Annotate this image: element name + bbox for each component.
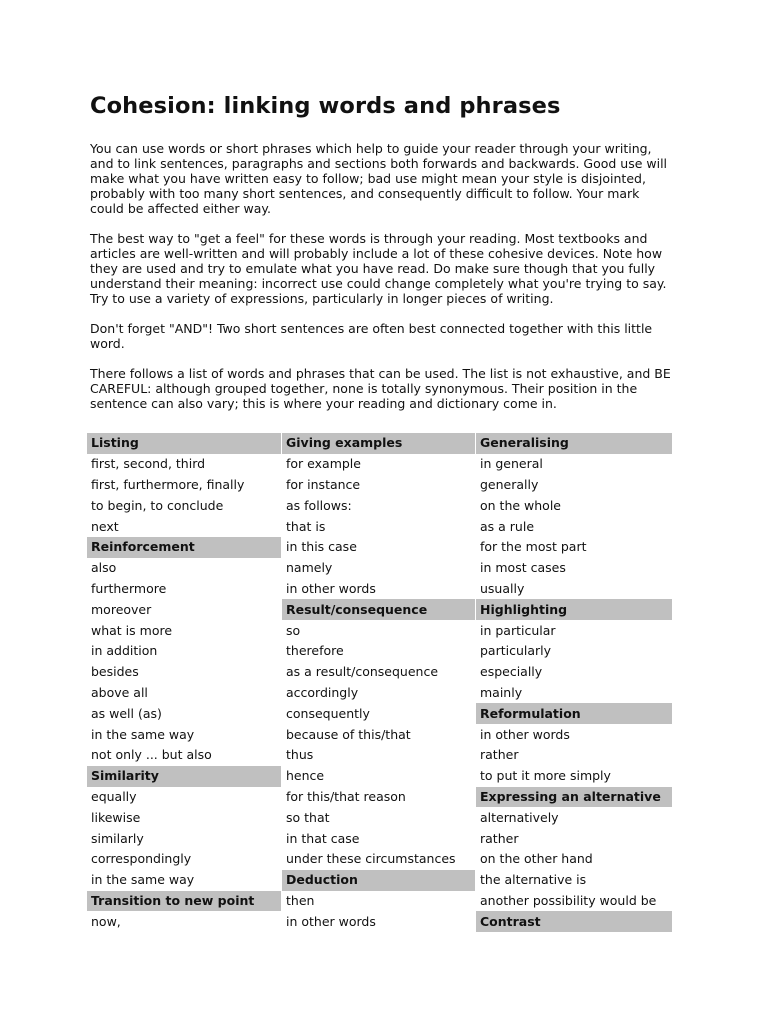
- phrase-cell: in this case: [281, 537, 475, 558]
- phrase-cell: for the most part: [475, 537, 672, 558]
- category-heading-cell: Giving examples: [281, 433, 475, 454]
- phrase-cell: as follows:: [281, 495, 475, 516]
- phrase-cell: accordingly: [281, 683, 475, 704]
- phrase-cell: so: [281, 620, 475, 641]
- table-row: [87, 662, 672, 683]
- phrase-cell: in other words: [475, 724, 672, 745]
- and-reminder-paragraph: Don't forget "AND"! Two short sentences are often best connected together with this little word.: [90, 321, 653, 351]
- phrase-cell: usually: [475, 579, 672, 600]
- phrase-cell: as a rule: [475, 516, 672, 537]
- table-row: [87, 911, 672, 932]
- phrase-cell: to begin, to conclude: [91, 497, 224, 513]
- table-row: [87, 620, 672, 641]
- phrase-cell: first, furthermore, finally: [91, 476, 245, 492]
- phrase-cell: mainly: [475, 683, 672, 704]
- phrase-cell: under these circumstances: [281, 849, 475, 870]
- phrase-cell: likewise: [91, 809, 141, 825]
- phrase-cell: consequently: [281, 703, 475, 724]
- table-row: [87, 454, 672, 475]
- intro-paragraph: You can use words or short phrases which help to guide your reader through your writing, and to link sentences, paragraphs and sections both forwards and backwards. Good use will make what you have written easy to follow; bad use might mean your style is disjointed, probably with too many short sentences, and consequently difficult to follow. Your mark could be affected either way.: [90, 141, 668, 216]
- phrase-cell: for this/that reason: [281, 787, 475, 808]
- category-heading-cell: Highlighting: [475, 599, 672, 620]
- category-heading-cell: Similarity: [87, 766, 281, 787]
- phrase-cell: that is: [281, 516, 475, 537]
- category-heading-cell: Contrast: [475, 911, 672, 932]
- table-row: [87, 807, 672, 828]
- list-intro-paragraph: There follows a list of words and phrases that can be used. The list is not exhaustive, and BE CAREFUL: although grouped together, none is totally synonymous. Their position in the sentence can also vary; this is where your reading and dictionary come in.: [90, 366, 671, 411]
- phrase-cell: what is more: [91, 622, 173, 638]
- table-row: [87, 558, 672, 579]
- phrase-cell: not only ... but also: [91, 747, 212, 763]
- table-row: [87, 745, 672, 766]
- phrase-cell: then: [281, 891, 475, 912]
- phrase-cell: first, second, third: [91, 456, 206, 472]
- table-row: [87, 849, 672, 870]
- table-row: [87, 766, 672, 787]
- phrase-cell: the alternative is: [475, 870, 672, 891]
- phrase-cell: now,: [91, 913, 121, 929]
- phrase-cell: in other words: [281, 579, 475, 600]
- category-heading-cell: Deduction: [281, 870, 475, 891]
- table-row: [87, 495, 672, 516]
- table-row: [87, 579, 672, 600]
- category-heading-cell: Result/consequence: [281, 599, 475, 620]
- phrase-cell: moreover: [91, 601, 152, 617]
- table-row: [87, 683, 672, 704]
- category-heading-cell: Listing: [87, 433, 281, 454]
- page-title: Cohesion: linking words and phrases: [90, 93, 561, 119]
- phrase-cell: therefore: [281, 641, 475, 662]
- phrase-cell: alternatively: [475, 807, 672, 828]
- phrase-cell: above all: [91, 684, 148, 700]
- phrase-cell: next: [91, 518, 119, 534]
- category-heading-cell: Generalising: [475, 433, 672, 454]
- table-row: [87, 475, 672, 496]
- phrase-cell: in addition: [91, 643, 158, 659]
- document-page: [90, 92, 680, 932]
- phrase-cell: particularly: [475, 641, 672, 662]
- phrase-cell: furthermore: [91, 580, 167, 596]
- linking-words-table: [87, 433, 672, 932]
- table-row: [87, 537, 672, 558]
- table-row: [87, 641, 672, 662]
- category-heading-cell: Reformulation: [475, 703, 672, 724]
- phrase-cell: also: [91, 560, 117, 576]
- category-heading-cell: Transition to new point: [87, 891, 281, 912]
- phrase-cell: in other words: [281, 911, 475, 932]
- reading-advice-paragraph: The best way to "get a feel" for these words is through your reading. Most textbooks and articles are well-written and will probably include a lot of these cohesive devices. Note how they are used and try to emulate what you have read. Do make sure though that you fully understand their meaning: incorrect use could change completely what you're trying to say. Try to use a variety of expressions, particularly in longer pieces of writing.: [90, 231, 667, 306]
- table-row: [87, 703, 672, 724]
- table-row: [87, 599, 672, 620]
- phrase-cell: to put it more simply: [475, 766, 672, 787]
- phrase-cell: in most cases: [475, 558, 672, 579]
- phrase-cell: hence: [281, 766, 475, 787]
- table-row: [87, 828, 672, 849]
- phrase-cell: in the same way: [91, 726, 195, 742]
- table-row: [87, 724, 672, 745]
- phrase-cell: as well (as): [91, 705, 162, 721]
- phrase-cell: rather: [475, 828, 672, 849]
- phrase-cell: similarly: [91, 830, 144, 846]
- table-row: [87, 516, 672, 537]
- phrase-cell: because of this/that: [281, 724, 475, 745]
- phrase-cell: so that: [281, 807, 475, 828]
- phrase-cell: namely: [281, 558, 475, 579]
- phrase-cell: rather: [475, 745, 672, 766]
- phrase-cell: correspondingly: [91, 851, 192, 867]
- category-heading-cell: Expressing an alternative: [475, 787, 672, 808]
- table-row: [87, 433, 672, 454]
- phrase-cell: on the other hand: [475, 849, 672, 870]
- table-row: [87, 787, 672, 808]
- phrase-cell: besides: [91, 664, 139, 680]
- phrase-cell: in particular: [475, 620, 672, 641]
- phrase-cell: for example: [281, 454, 475, 475]
- phrase-cell: in that case: [281, 828, 475, 849]
- table-row: [87, 870, 672, 891]
- phrase-cell: on the whole: [475, 495, 672, 516]
- phrase-cell: especially: [475, 662, 672, 683]
- phrase-cell: thus: [281, 745, 475, 766]
- category-heading-cell: Reinforcement: [87, 537, 281, 558]
- phrase-cell: generally: [475, 475, 672, 496]
- phrase-cell: in general: [475, 454, 672, 475]
- phrase-cell: equally: [91, 788, 137, 804]
- phrase-cell: another possibility would be: [475, 891, 672, 912]
- phrase-cell: for instance: [281, 475, 475, 496]
- phrase-cell: as a result/consequence: [281, 662, 475, 683]
- phrase-cell: in the same way: [91, 872, 195, 888]
- table-row: [87, 891, 672, 912]
- linking-words-table-body: [87, 433, 672, 932]
